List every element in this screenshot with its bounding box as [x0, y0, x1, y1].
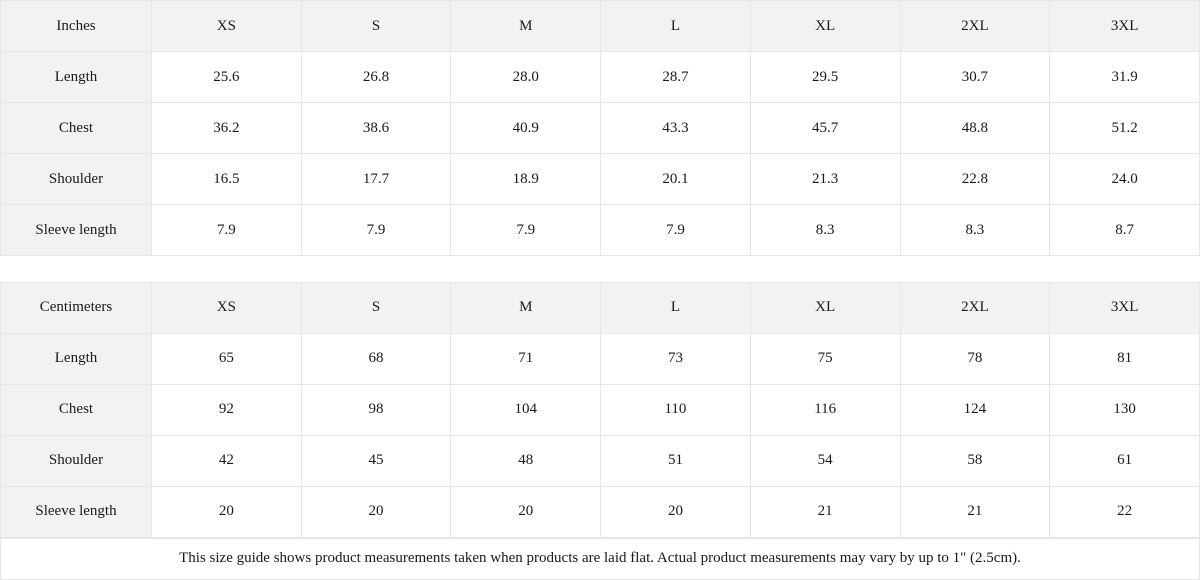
cell-sleeve-xl: 8.3 [750, 205, 900, 256]
cell-shoulder-3xl: 24.0 [1050, 154, 1200, 205]
cell-chest-s: 98 [301, 384, 451, 435]
row-label-length: Length [1, 333, 152, 384]
cell-shoulder-l: 51 [601, 435, 751, 486]
column-header-xl: XL [750, 282, 900, 333]
table-separator [0, 256, 1200, 282]
table-row [1, 384, 1200, 435]
cell-length-3xl: 31.9 [1050, 52, 1200, 103]
size-guide-footnote [0, 538, 1200, 580]
size-table-inches-body [1, 52, 1200, 256]
cell-shoulder-xs: 42 [152, 435, 302, 486]
cell-length-xl: 29.5 [750, 52, 900, 103]
cell-chest-2xl: 48.8 [900, 103, 1050, 154]
cell-chest-2xl: 124 [900, 384, 1050, 435]
size-table-centimeters-body [1, 333, 1200, 537]
cell-length-2xl: 30.7 [900, 52, 1050, 103]
table-row [1, 486, 1200, 537]
row-label-length: Length [1, 52, 152, 103]
cell-shoulder-s: 45 [301, 435, 451, 486]
cell-chest-xs: 92 [152, 384, 302, 435]
cell-chest-3xl: 130 [1050, 384, 1200, 435]
column-header-l: L [601, 282, 751, 333]
cell-shoulder-3xl: 61 [1050, 435, 1200, 486]
cell-shoulder-xl: 54 [750, 435, 900, 486]
column-header-m: M [451, 1, 601, 52]
cell-sleeve-m: 20 [451, 486, 601, 537]
size-table-inches [0, 0, 1200, 256]
size-table-centimeters [0, 282, 1200, 538]
cell-chest-xl: 116 [750, 384, 900, 435]
row-label-shoulder: Shoulder [1, 435, 152, 486]
cell-sleeve-3xl: 22 [1050, 486, 1200, 537]
column-header-s: S [301, 1, 451, 52]
column-header-xl: XL [750, 1, 900, 52]
footnote-text: This size guide shows product measurements taken when products are laid flat. Actual product measurements may vary by up to 1" (2.5cm). [179, 550, 1021, 567]
cell-length-xs: 25.6 [152, 52, 302, 103]
table-row [1, 333, 1200, 384]
column-header-l: L [601, 1, 751, 52]
cell-length-l: 28.7 [601, 52, 751, 103]
cell-sleeve-xs: 20 [152, 486, 302, 537]
table-row [1, 435, 1200, 486]
cell-length-m: 28.0 [451, 52, 601, 103]
cell-chest-s: 38.6 [301, 103, 451, 154]
cell-chest-l: 110 [601, 384, 751, 435]
cell-shoulder-2xl: 22.8 [900, 154, 1050, 205]
table-row [1, 154, 1200, 205]
column-header-2xl: 2XL [900, 1, 1050, 52]
column-header-xs: XS [152, 1, 302, 52]
row-label-chest: Chest [1, 384, 152, 435]
cell-shoulder-m: 18.9 [451, 154, 601, 205]
column-header-2xl: 2XL [900, 282, 1050, 333]
table-header-row [1, 282, 1200, 333]
table-row [1, 205, 1200, 256]
size-table-centimeters-header [1, 282, 1200, 333]
cell-chest-3xl: 51.2 [1050, 103, 1200, 154]
cell-sleeve-s: 20 [301, 486, 451, 537]
column-header-xs: XS [152, 282, 302, 333]
unit-label-centimeters: Centimeters [1, 282, 152, 333]
size-table-inches-header [1, 1, 1200, 52]
row-label-chest: Chest [1, 103, 152, 154]
cell-shoulder-s: 17.7 [301, 154, 451, 205]
cell-length-2xl: 78 [900, 333, 1050, 384]
cell-chest-xl: 45.7 [750, 103, 900, 154]
cell-sleeve-m: 7.9 [451, 205, 601, 256]
cell-sleeve-s: 7.9 [301, 205, 451, 256]
column-header-m: M [451, 282, 601, 333]
unit-label-inches: Inches [1, 1, 152, 52]
cell-length-s: 68 [301, 333, 451, 384]
cell-shoulder-l: 20.1 [601, 154, 751, 205]
column-header-3xl: 3XL [1050, 282, 1200, 333]
cell-length-3xl: 81 [1050, 333, 1200, 384]
row-label-sleeve-length: Sleeve length [1, 486, 152, 537]
cell-sleeve-2xl: 21 [900, 486, 1050, 537]
cell-sleeve-xl: 21 [750, 486, 900, 537]
table-row [1, 103, 1200, 154]
row-label-shoulder: Shoulder [1, 154, 152, 205]
cell-shoulder-m: 48 [451, 435, 601, 486]
cell-length-s: 26.8 [301, 52, 451, 103]
cell-sleeve-l: 7.9 [601, 205, 751, 256]
cell-length-l: 73 [601, 333, 751, 384]
cell-sleeve-2xl: 8.3 [900, 205, 1050, 256]
cell-shoulder-xs: 16.5 [152, 154, 302, 205]
cell-sleeve-3xl: 8.7 [1050, 205, 1200, 256]
cell-shoulder-xl: 21.3 [750, 154, 900, 205]
cell-chest-l: 43.3 [601, 103, 751, 154]
cell-chest-m: 104 [451, 384, 601, 435]
cell-shoulder-2xl: 58 [900, 435, 1050, 486]
cell-sleeve-xs: 7.9 [152, 205, 302, 256]
column-header-s: S [301, 282, 451, 333]
column-header-3xl: 3XL [1050, 1, 1200, 52]
cell-length-xs: 65 [152, 333, 302, 384]
row-label-sleeve-length: Sleeve length [1, 205, 152, 256]
cell-length-m: 71 [451, 333, 601, 384]
table-header-row [1, 1, 1200, 52]
cell-chest-xs: 36.2 [152, 103, 302, 154]
cell-length-xl: 75 [750, 333, 900, 384]
table-row [1, 52, 1200, 103]
cell-chest-m: 40.9 [451, 103, 601, 154]
cell-sleeve-l: 20 [601, 486, 751, 537]
